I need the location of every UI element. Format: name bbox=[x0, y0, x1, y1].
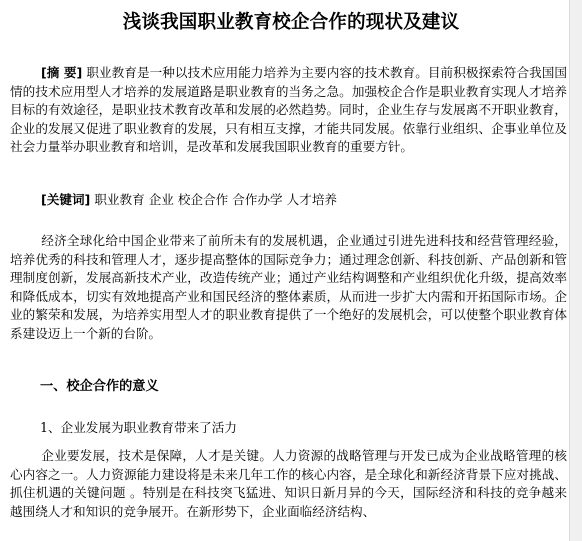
sub-heading: 1、企业发展为职业教育带来了活力 bbox=[40, 420, 237, 435]
body-paragraph-2 bbox=[10, 447, 567, 521]
keywords-paragraph bbox=[10, 191, 567, 210]
keywords-text: 职业教育 企业 校企合作 合作办学 人才培养 bbox=[94, 192, 338, 207]
paragraph-2-text: 企业要发展，技术是保障，人才是关键。人力资源的战略管理与开发已成为企业战略管理的核心内容之一。人力资源能力建设将是未来几年工作的核心内容，是全球化和新经济背景下应对挑战、抓住机遇的关键问题 。特别是在科技突飞猛进、知识日新月异的今天，国际经济和科技的竞争越来越围绕人才和知识的竞争展开。在新形势下，企业面临经济结构、 bbox=[10, 448, 567, 519]
document-title: 浅谈我国职业教育校企合作的现状及建议 bbox=[122, 12, 460, 33]
abstract-paragraph bbox=[10, 64, 567, 157]
abstract-text: 职业教育是一种以技术应用能力培养为主要内容的技术教育。目前积极探索符合我国国情的技术应用型人才培养的发展道路是职业教育的当务之急。加强校企合作是职业教育实现人才培养目标的有效途径，是职业技术教育改革和发展的必然趋势。同时，企业生存与发展离不开职业教育，企业的发展又促进了职业教育的发展，只有相互支撑，才能共同发展。依靠行业组织、企事业单位及社会力量举办职业教育和培训，是改革和发展我国职业教育的重要方针。 bbox=[10, 65, 567, 155]
paragraph-1-text: 经济全球化给中国企业带来了前所未有的发展机遇，企业通过引进先进科技和经营管理经验，培养优秀的科技和管理人才，逐步提高整体的国际竞争力；通过理念创新、科技创新、产品创新和管理制度创新，发展高新技术产业，改造传统产业；通过产业结构调整和产业组织优化升级，提高效率和降低成本，切实有效地提高产业和国民经济的整体素质，从而进一步扩大内需和开拓国际市场。企业的繁荣和发展，为培养实用型人才的职业教育提供了一个绝好的发展机会，可以使整个职业教育体系建设迈上一个新的台阶。 bbox=[10, 233, 567, 341]
vertical-scrollbar[interactable] bbox=[569, 0, 582, 541]
keywords-label: [关键词] bbox=[41, 192, 91, 207]
section-heading: 一、校企合作的意义 bbox=[40, 379, 159, 394]
body-paragraph-1 bbox=[10, 232, 567, 344]
abstract-label: [摘 要] bbox=[41, 65, 83, 80]
